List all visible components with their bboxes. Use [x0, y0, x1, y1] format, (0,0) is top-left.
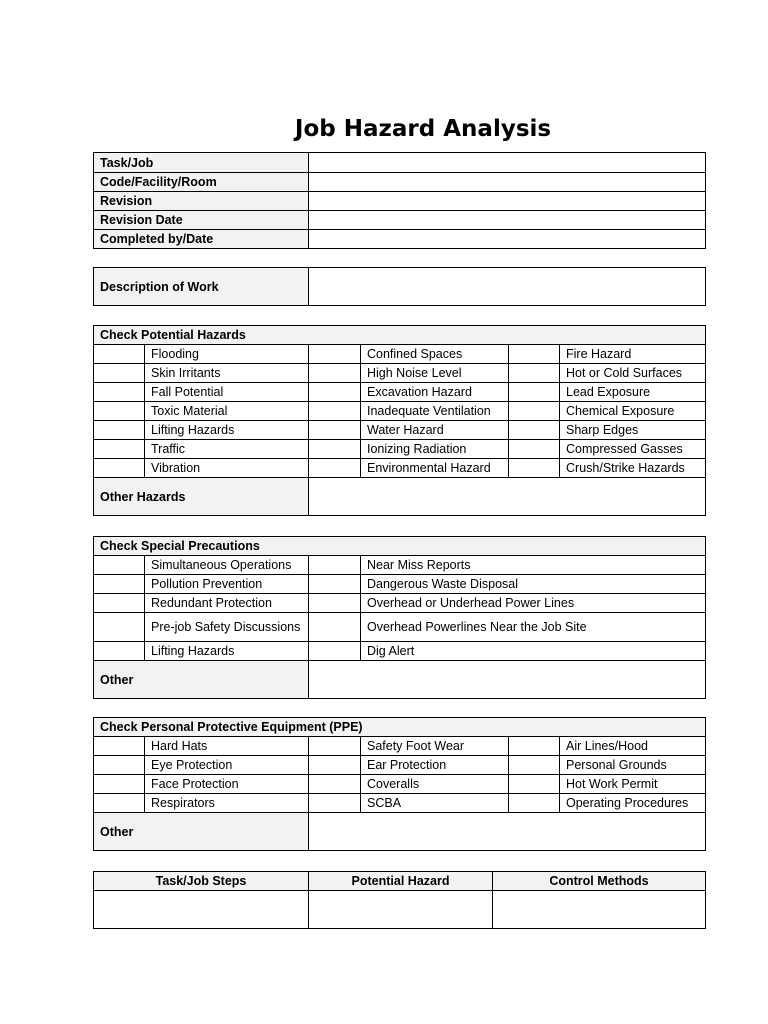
- ppe-checkbox[interactable]: [94, 756, 145, 775]
- precaution-checkbox[interactable]: [94, 594, 145, 613]
- hazard-checkbox[interactable]: [509, 345, 560, 364]
- potential-hazard-cell[interactable]: [309, 891, 493, 929]
- precaution-item: Simultaneous Operations: [145, 556, 309, 575]
- ppe-checkbox[interactable]: [94, 737, 145, 756]
- ppe-item: Face Protection: [145, 775, 309, 794]
- hazard-checkbox[interactable]: [94, 345, 145, 364]
- precaution-item: Dig Alert: [361, 642, 706, 661]
- hazard-checkbox[interactable]: [94, 459, 145, 478]
- ppe-item: Hot Work Permit: [560, 775, 706, 794]
- revision-date-label: Revision Date: [94, 211, 309, 230]
- special-precautions-table: [93, 536, 706, 699]
- hazard-item: High Noise Level: [361, 364, 509, 383]
- hazard-checkbox[interactable]: [94, 421, 145, 440]
- precaution-checkbox[interactable]: [94, 613, 145, 642]
- ppe-item: Operating Procedures: [560, 794, 706, 813]
- ppe-checkbox[interactable]: [509, 737, 560, 756]
- hazard-item: Chemical Exposure: [560, 402, 706, 421]
- precaution-item: Near Miss Reports: [361, 556, 706, 575]
- hazard-item: Traffic: [145, 440, 309, 459]
- task-job-steps-cell[interactable]: [94, 891, 309, 929]
- task-job-steps-header: Task/Job Steps: [94, 872, 309, 891]
- precaution-checkbox[interactable]: [94, 642, 145, 661]
- hazard-item: Ionizing Radiation: [361, 440, 509, 459]
- hazard-item: Confined Spaces: [361, 345, 509, 364]
- hazard-item: Flooding: [145, 345, 309, 364]
- code-facility-room-label: Code/Facility/Room: [94, 173, 309, 192]
- precaution-item: Pre-job Safety Discussions: [145, 613, 309, 642]
- hazard-item: Toxic Material: [145, 402, 309, 421]
- precaution-item: Pollution Prevention: [145, 575, 309, 594]
- ppe-checkbox[interactable]: [509, 775, 560, 794]
- precaution-checkbox[interactable]: [309, 642, 361, 661]
- revision-field[interactable]: [309, 192, 706, 211]
- hazard-item: Lifting Hazards: [145, 421, 309, 440]
- ppe-checkbox[interactable]: [94, 794, 145, 813]
- hazard-checkbox[interactable]: [509, 440, 560, 459]
- ppe-item: SCBA: [361, 794, 509, 813]
- potential-hazard-header: Potential Hazard: [309, 872, 493, 891]
- page-title: Job Hazard Analysis: [294, 116, 552, 142]
- precaution-item: Redundant Protection: [145, 594, 309, 613]
- hazard-checkbox[interactable]: [309, 440, 361, 459]
- ppe-item: Personal Grounds: [560, 756, 706, 775]
- ppe-checkbox[interactable]: [309, 775, 361, 794]
- hazard-item: Water Hazard: [361, 421, 509, 440]
- other-hazards-field[interactable]: [309, 478, 706, 516]
- control-methods-cell[interactable]: [493, 891, 706, 929]
- precaution-item: Dangerous Waste Disposal: [361, 575, 706, 594]
- code-facility-room-field[interactable]: [309, 173, 706, 192]
- hazard-checkbox[interactable]: [309, 345, 361, 364]
- hazard-checkbox[interactable]: [309, 459, 361, 478]
- hazard-checkbox[interactable]: [509, 402, 560, 421]
- hazard-item: Crush/Strike Hazards: [560, 459, 706, 478]
- precaution-checkbox[interactable]: [309, 575, 361, 594]
- hazard-item: Compressed Gasses: [560, 440, 706, 459]
- precaution-item: Overhead Powerlines Near the Job Site: [361, 613, 706, 642]
- potential-hazards-header: Check Potential Hazards: [94, 326, 706, 345]
- hazard-item: Lead Exposure: [560, 383, 706, 402]
- precaution-checkbox[interactable]: [94, 575, 145, 594]
- hazard-checkbox[interactable]: [309, 421, 361, 440]
- precaution-checkbox[interactable]: [309, 556, 361, 575]
- precaution-item: Lifting Hazards: [145, 642, 309, 661]
- ppe-table: [93, 717, 706, 851]
- revision-label: Revision: [94, 192, 309, 211]
- hazard-checkbox[interactable]: [309, 383, 361, 402]
- task-job-label: Task/Job: [94, 153, 309, 173]
- control-methods-header: Control Methods: [493, 872, 706, 891]
- ppe-checkbox[interactable]: [309, 794, 361, 813]
- hazard-item: Fire Hazard: [560, 345, 706, 364]
- hazard-checkbox[interactable]: [94, 402, 145, 421]
- hazard-item: Fall Potential: [145, 383, 309, 402]
- other-precautions-label: Other: [94, 661, 309, 699]
- ppe-checkbox[interactable]: [309, 756, 361, 775]
- hazard-item: Hot or Cold Surfaces: [560, 364, 706, 383]
- precaution-checkbox[interactable]: [94, 556, 145, 575]
- job-info-table: [93, 152, 706, 249]
- hazard-checkbox[interactable]: [509, 459, 560, 478]
- ppe-checkbox[interactable]: [509, 756, 560, 775]
- hazard-checkbox[interactable]: [309, 364, 361, 383]
- completed-by-date-label: Completed by/Date: [94, 230, 309, 249]
- ppe-item: Air Lines/Hood: [560, 737, 706, 756]
- ppe-item: Hard Hats: [145, 737, 309, 756]
- hazard-checkbox[interactable]: [509, 383, 560, 402]
- hazard-checkbox[interactable]: [509, 421, 560, 440]
- ppe-checkbox[interactable]: [309, 737, 361, 756]
- precaution-checkbox[interactable]: [309, 613, 361, 642]
- task-job-field[interactable]: [309, 153, 706, 173]
- other-precautions-field[interactable]: [309, 661, 706, 699]
- special-precautions-header: Check Special Precautions: [94, 537, 706, 556]
- precaution-checkbox[interactable]: [309, 594, 361, 613]
- potential-hazards-table: [93, 325, 706, 516]
- other-hazards-label: Other Hazards: [94, 478, 309, 516]
- ppe-item: Eye Protection: [145, 756, 309, 775]
- description-table: [93, 267, 706, 306]
- ppe-checkbox[interactable]: [94, 775, 145, 794]
- hazard-checkbox[interactable]: [94, 383, 145, 402]
- hazard-item: Environmental Hazard: [361, 459, 509, 478]
- ppe-item: Coveralls: [361, 775, 509, 794]
- ppe-header: Check Personal Protective Equipment (PPE): [94, 718, 706, 737]
- job-steps-table: [93, 871, 706, 929]
- hazard-item: Sharp Edges: [560, 421, 706, 440]
- description-of-work-field[interactable]: [309, 268, 706, 306]
- hazard-checkbox[interactable]: [509, 364, 560, 383]
- ppe-item: Safety Foot Wear: [361, 737, 509, 756]
- description-of-work-label: Description of Work: [94, 268, 309, 306]
- hazard-checkbox[interactable]: [94, 440, 145, 459]
- ppe-checkbox[interactable]: [509, 794, 560, 813]
- hazard-item: Excavation Hazard: [361, 383, 509, 402]
- other-ppe-label: Other: [94, 813, 309, 851]
- revision-date-field[interactable]: [309, 211, 706, 230]
- hazard-checkbox[interactable]: [309, 402, 361, 421]
- hazard-checkbox[interactable]: [94, 364, 145, 383]
- precaution-item: Overhead or Underhead Power Lines: [361, 594, 706, 613]
- ppe-item: Ear Protection: [361, 756, 509, 775]
- completed-by-date-field[interactable]: [309, 230, 706, 249]
- ppe-item: Respirators: [145, 794, 309, 813]
- other-ppe-field[interactable]: [309, 813, 706, 851]
- hazard-item: Inadequate Ventilation: [361, 402, 509, 421]
- hazard-item: Skin Irritants: [145, 364, 309, 383]
- hazard-item: Vibration: [145, 459, 309, 478]
